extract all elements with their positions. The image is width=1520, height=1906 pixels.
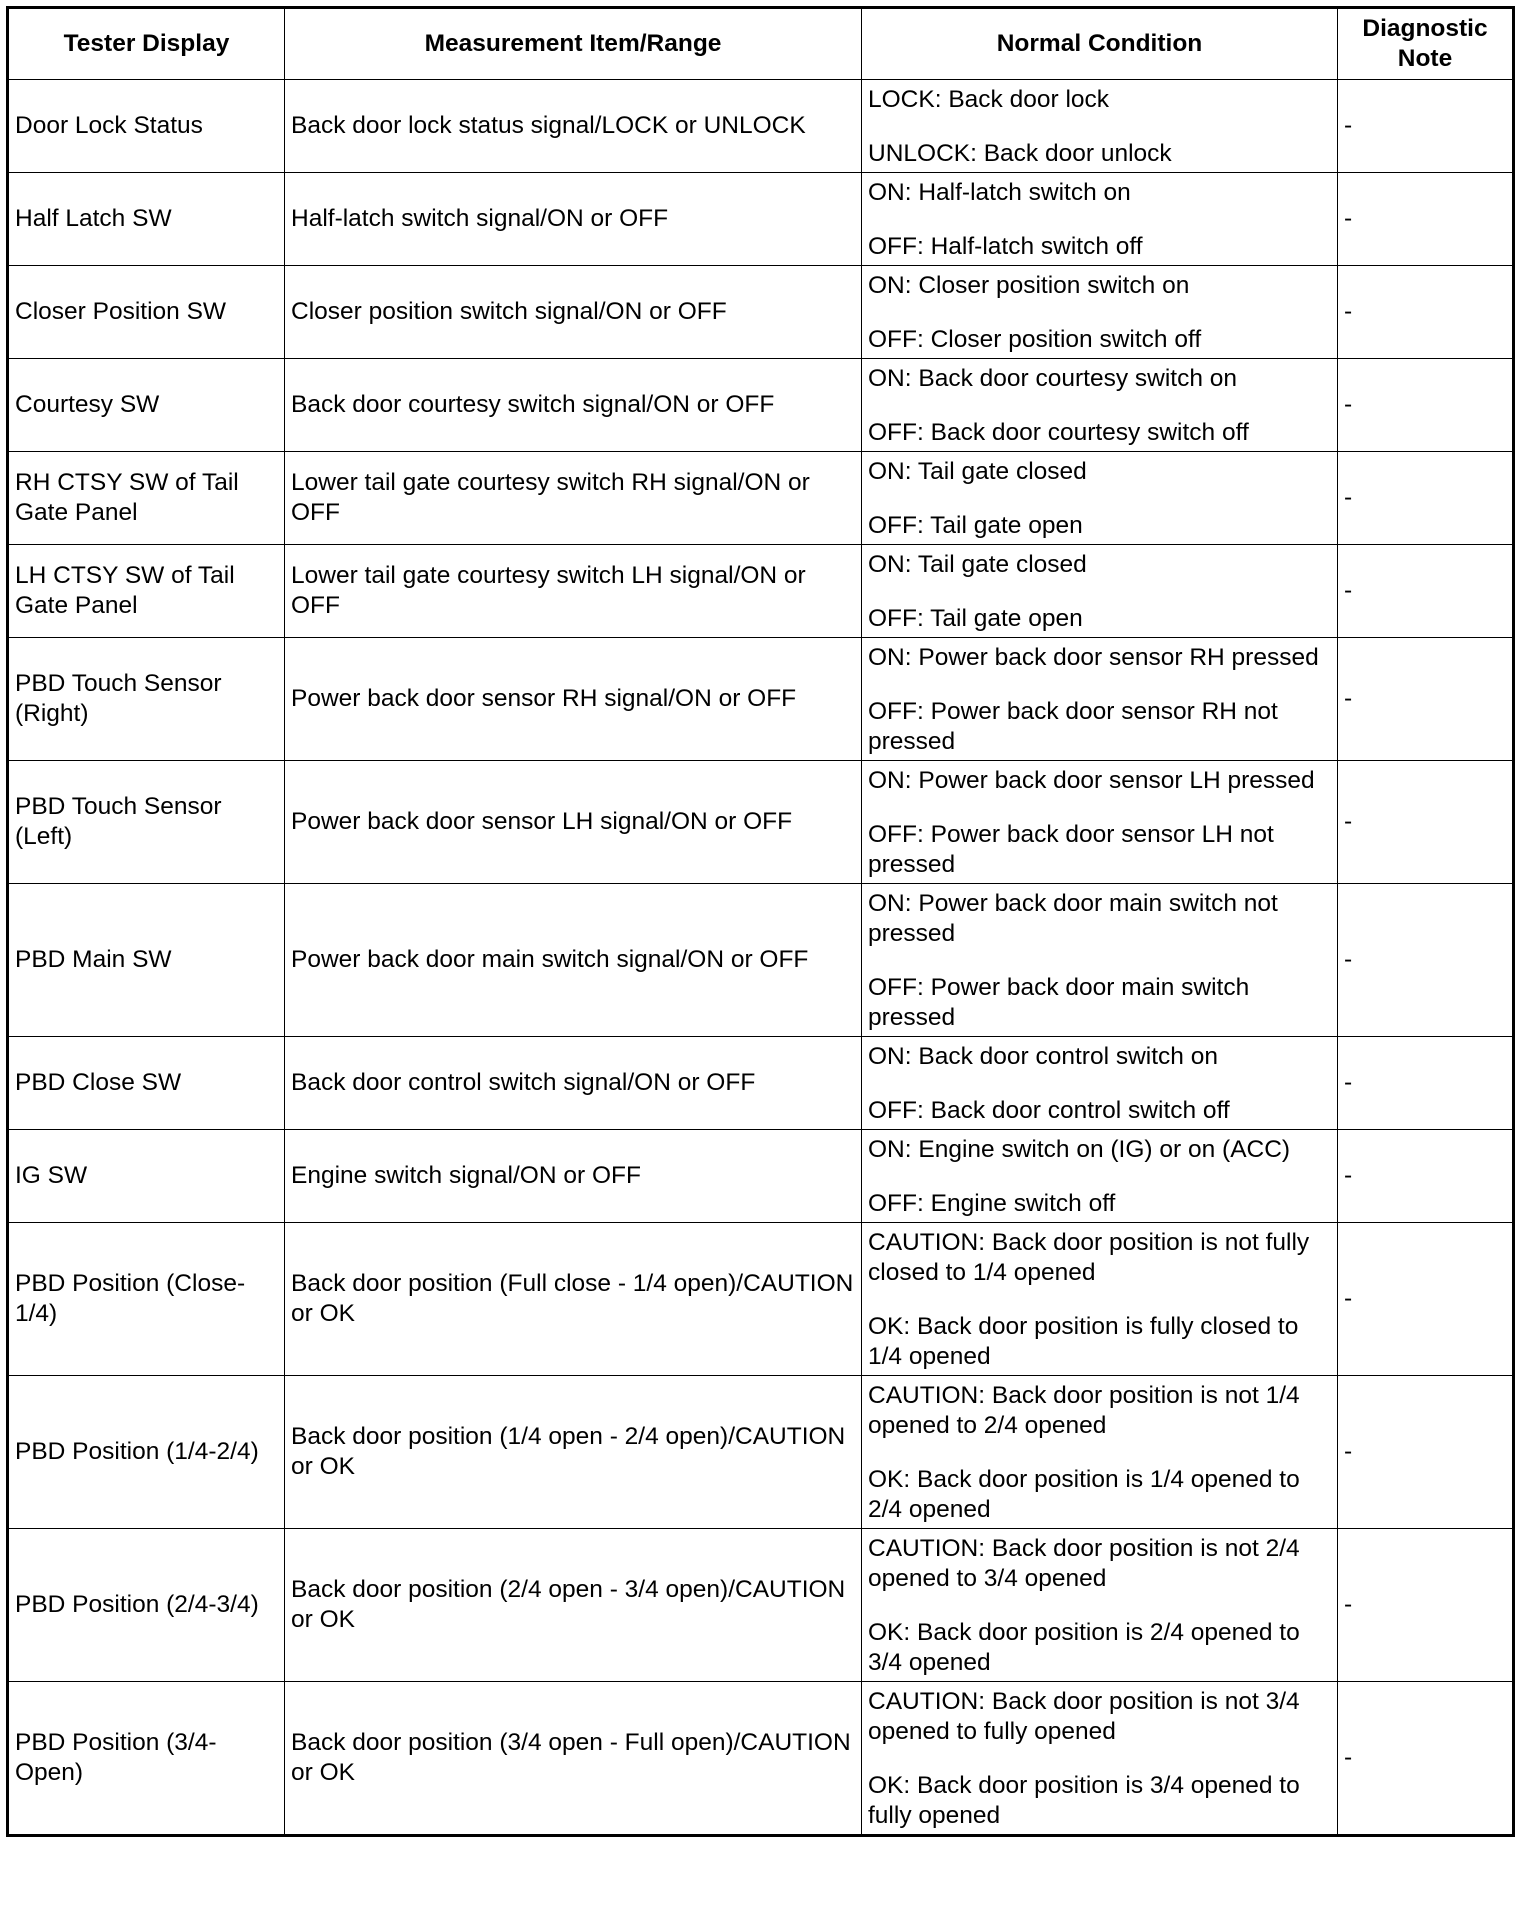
normal-condition-cell [862,1130,1338,1223]
measurement-item-cell: Power back door main switch signal/ON or OFF [285,884,862,1037]
condition-line: OFF: Tail gate open [868,605,1083,632]
table-header-row [8,8,1514,80]
table-row [8,1376,1514,1529]
header-diagnostic-note: Diagnostic Note [1338,8,1514,80]
diagnostic-note-cell: - [1338,266,1514,359]
table-row [8,761,1514,884]
condition-line: ON: Back door control switch on [868,1043,1218,1070]
tester-display-cell: PBD Position (3/4-Open) [8,1682,285,1836]
measurement-item-cell: Back door courtesy switch signal/ON or OFF [285,359,862,452]
table-row [8,266,1514,359]
tester-display-cell: RH CTSY SW of Tail Gate Panel [8,452,285,545]
table-row [8,1682,1514,1836]
table-row [8,359,1514,452]
condition-line: CAUTION: Back door position is not 1/4 opened to 2/4 opened [868,1382,1300,1439]
tester-display-cell: Door Lock Status [8,80,285,173]
measurement-item-cell: Back door position (1/4 open - 2/4 open)/CAUTION or OK [285,1376,862,1529]
tester-display-cell: PBD Position (1/4-2/4) [8,1376,285,1529]
tester-display-cell: PBD Position (Close-1/4) [8,1223,285,1376]
tester-display-cell: PBD Position (2/4-3/4) [8,1529,285,1682]
table-row [8,173,1514,266]
normal-condition-cell [862,1376,1338,1529]
condition-line: ON: Half-latch switch on [868,179,1131,206]
normal-condition-cell [862,638,1338,761]
diagnostic-note-cell: - [1338,545,1514,638]
tester-display-cell: Courtesy SW [8,359,285,452]
condition-line: CAUTION: Back door position is not 2/4 opened to 3/4 opened [868,1535,1300,1592]
condition-line: OFF: Power back door sensor RH not pressed [868,698,1278,755]
normal-condition-cell [862,266,1338,359]
diagnostic-note-cell: - [1338,173,1514,266]
header-normal-condition: Normal Condition [862,8,1338,80]
measurement-item-cell: Back door position (Full close - 1/4 open)/CAUTION or OK [285,1223,862,1376]
diagnostic-note-cell: - [1338,452,1514,545]
table-row [8,638,1514,761]
table-row [8,1529,1514,1682]
measurement-item-cell: Closer position switch signal/ON or OFF [285,266,862,359]
condition-line: ON: Tail gate closed [868,551,1087,578]
normal-condition-cell [862,1223,1338,1376]
diagnostic-note-cell: - [1338,884,1514,1037]
condition-line: UNLOCK: Back door unlock [868,140,1172,167]
condition-line: OK: Back door position is 1/4 opened to 2/4 opened [868,1466,1300,1523]
measurement-item-cell: Back door control switch signal/ON or OFF [285,1037,862,1130]
diagnostic-note-cell: - [1338,638,1514,761]
condition-line: OFF: Back door courtesy switch off [868,419,1249,446]
header-measurement-item: Measurement Item/Range [285,8,862,80]
table-row [8,80,1514,173]
condition-line: CAUTION: Back door position is not fully closed to 1/4 opened [868,1229,1310,1286]
header-tester-display: Tester Display [8,8,285,80]
normal-condition-cell [862,1037,1338,1130]
tester-display-cell: PBD Touch Sensor (Right) [8,638,285,761]
condition-line: ON: Tail gate closed [868,458,1087,485]
tester-display-cell: LH CTSY SW of Tail Gate Panel [8,545,285,638]
diagnostic-note-cell: - [1338,359,1514,452]
measurement-item-cell: Engine switch signal/ON or OFF [285,1130,862,1223]
condition-line: OK: Back door position is 3/4 opened to fully opened [868,1772,1300,1829]
measurement-item-cell: Half-latch switch signal/ON or OFF [285,173,862,266]
measurement-item-cell: Back door position (2/4 open - 3/4 open)/CAUTION or OK [285,1529,862,1682]
normal-condition-cell [862,173,1338,266]
diagnostic-note-cell: - [1338,80,1514,173]
condition-line: OFF: Power back door main switch pressed [868,974,1250,1031]
diagnostic-note-cell: - [1338,1223,1514,1376]
table-row [8,1223,1514,1376]
diagnostic-note-cell: - [1338,1682,1514,1836]
condition-line: OFF: Half-latch switch off [868,233,1143,260]
measurement-item-cell: Power back door sensor LH signal/ON or OFF [285,761,862,884]
table-container [6,6,1512,1837]
condition-line: ON: Power back door main switch not pressed [868,890,1278,947]
measurement-item-cell: Lower tail gate courtesy switch RH signal/ON or OFF [285,452,862,545]
condition-line: OFF: Tail gate open [868,512,1083,539]
normal-condition-cell [862,761,1338,884]
measurement-item-cell: Back door lock status signal/LOCK or UNLOCK [285,80,862,173]
condition-line: ON: Power back door sensor LH pressed [868,767,1315,794]
diagnostic-note-cell: - [1338,1529,1514,1682]
condition-line: ON: Engine switch on (IG) or on (ACC) [868,1136,1291,1163]
table-row [8,545,1514,638]
condition-line: OK: Back door position is 2/4 opened to 3/4 opened [868,1619,1300,1676]
condition-line: OFF: Closer position switch off [868,326,1202,353]
condition-line: OFF: Power back door sensor LH not pressed [868,821,1274,878]
table-row [8,884,1514,1037]
normal-condition-cell [862,80,1338,173]
table-row [8,1037,1514,1130]
normal-condition-cell [862,359,1338,452]
tester-display-cell: PBD Close SW [8,1037,285,1130]
normal-condition-cell [862,884,1338,1037]
tester-display-cell: PBD Touch Sensor (Left) [8,761,285,884]
condition-line: OFF: Back door control switch off [868,1097,1230,1124]
diagnostic-note-cell: - [1338,1130,1514,1223]
normal-condition-cell [862,1529,1338,1682]
condition-line: LOCK: Back door lock [868,86,1110,113]
normal-condition-cell [862,452,1338,545]
diagnostic-data-table [6,6,1515,1837]
table-row [8,452,1514,545]
tester-display-cell: PBD Main SW [8,884,285,1037]
diagnostic-note-cell: - [1338,1376,1514,1529]
measurement-item-cell: Power back door sensor RH signal/ON or OFF [285,638,862,761]
table-row [8,1130,1514,1223]
condition-line: ON: Closer position switch on [868,272,1190,299]
tester-display-cell: IG SW [8,1130,285,1223]
measurement-item-cell: Back door position (3/4 open - Full open)/CAUTION or OK [285,1682,862,1836]
condition-line: ON: Back door courtesy switch on [868,365,1238,392]
normal-condition-cell [862,545,1338,638]
diagnostic-note-cell: - [1338,761,1514,884]
tester-display-cell: Closer Position SW [8,266,285,359]
condition-line: OFF: Engine switch off [868,1190,1116,1217]
condition-line: ON: Power back door sensor RH pressed [868,644,1319,671]
condition-line: CAUTION: Back door position is not 3/4 opened to fully opened [868,1688,1300,1745]
measurement-item-cell: Lower tail gate courtesy switch LH signal/ON or OFF [285,545,862,638]
condition-line: OK: Back door position is fully closed to 1/4 opened [868,1313,1299,1370]
normal-condition-cell [862,1682,1338,1836]
tester-display-cell: Half Latch SW [8,173,285,266]
diagnostic-note-cell: - [1338,1037,1514,1130]
